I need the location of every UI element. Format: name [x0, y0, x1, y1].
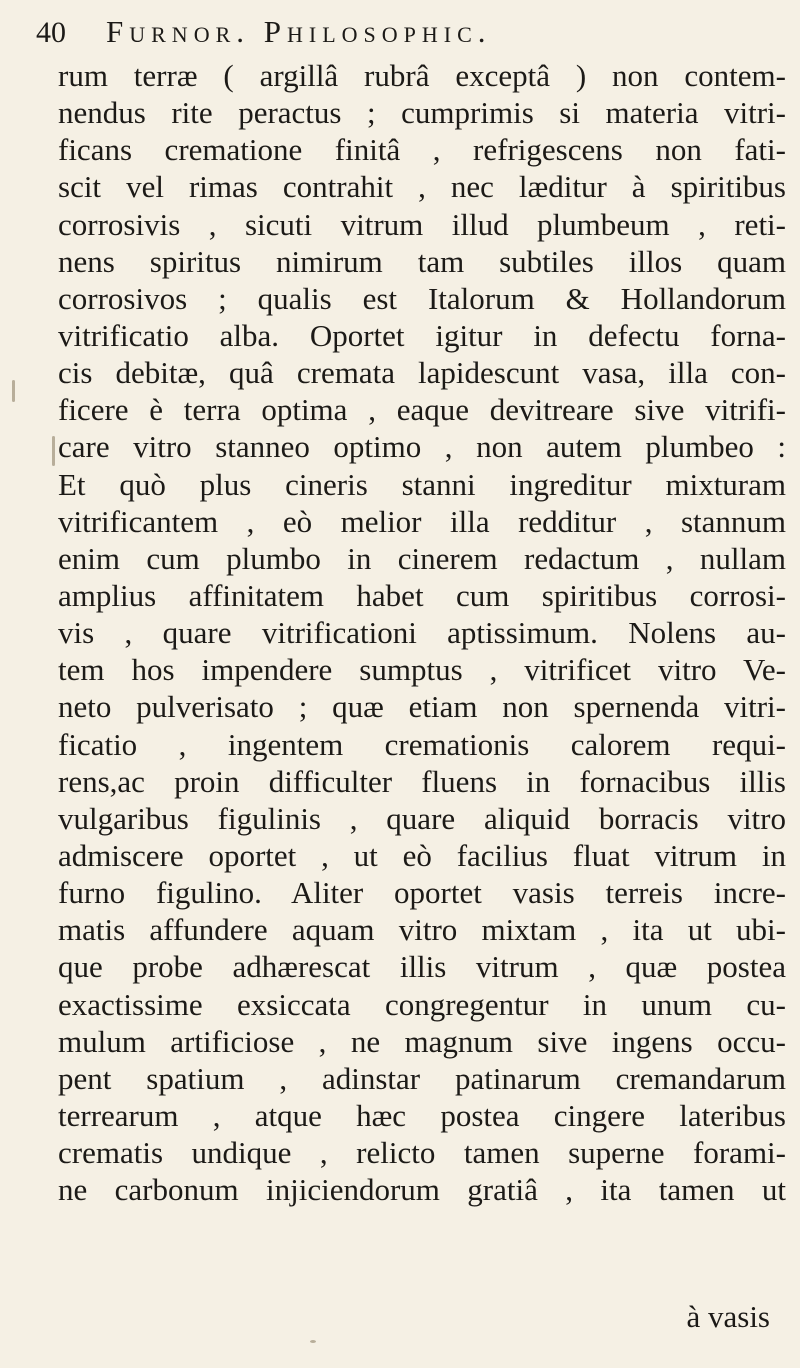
text-line: ne carbonum injiciendorum gratiâ , ita tamen ut [58, 1172, 786, 1208]
text-line: ficans crematione finitâ , refrigescens non fati- [58, 132, 786, 168]
text-line: corrosivos ; qualis est Italorum & Hollandorum [58, 280, 786, 316]
text-line: admiscere oportet , ut eò facilius fluat vitrum in [58, 837, 786, 873]
text-line: rens,ac proin difficulter fluens in fornacibus illis [58, 763, 786, 799]
text-line: scit vel rimas contrahit , nec læditur à spiritibus [58, 169, 786, 205]
text-line: neto pulverisato ; quæ etiam non spernenda vitri- [58, 689, 786, 725]
catchword: à vasis [686, 1299, 770, 1334]
text-line: cis debitæ, quâ cremata lapidescunt vasa, illa con- [58, 355, 786, 391]
text-line: matis affundere aquam vitro mixtam , ita ut ubi- [58, 912, 786, 948]
paper-speck [12, 380, 15, 402]
text-line: furno figulino. Aliter oportet vasis terreis incre- [58, 875, 786, 911]
text-line: crematis undique , relicto tamen superne forami- [58, 1135, 786, 1171]
text-line: corrosivis , sicuti vitrum illud plumbeum , reti- [58, 206, 786, 242]
paper-speck [52, 436, 55, 466]
text-line: tem hos impendere sumptus , vitrificet vitro Ve- [58, 652, 786, 688]
text-line: vulgaribus figulinis , quare aliquid borracis vitro [58, 800, 786, 836]
text-line: vitrificantem , eò melior illa redditur , stannum [58, 503, 786, 539]
text-line: exactissime exsiccata congregentur in unum cu- [58, 986, 786, 1022]
text-line: nendus rite peractus ; cumprimis si materia vitri- [58, 95, 786, 131]
text-line: que probe adhærescat illis vitrum , quæ postea [58, 949, 786, 985]
text-line: vis , quare vitrificationi aptissimum. Nolens au- [58, 615, 786, 651]
text-line: rum terræ ( argillâ rubrâ exceptâ ) non contem- [58, 58, 786, 93]
text-line: mulum artificiose , ne magnum sive ingens occu- [58, 1023, 786, 1059]
text-line: nens spiritus nimirum tam subtiles illos quam [58, 243, 786, 279]
text-line: enim cum plumbo in cinerem redactum , nullam [58, 540, 786, 576]
text-line: ficatio , ingentem cremationis calorem requi- [58, 726, 786, 762]
text-line: pent spatium , adinstar patinarum cremandarum [58, 1060, 786, 1096]
text-line: ficere è terra optima , eaque devitreare sive vitrifi- [58, 392, 786, 428]
text-line: care vitro stanneo optimo , non autem plumbeo : [58, 429, 786, 465]
text-line: amplius affinitatem habet cum spiritibus corrosi- [58, 577, 786, 613]
page-number: 40 [36, 16, 66, 49]
running-head: Furnor. Philosophic. [106, 14, 492, 49]
text-line: Et quò plus cineris stanni ingreditur mixturam [58, 466, 786, 502]
text-line: vitrificatio alba. Oportet igitur in defectu forna- [58, 317, 786, 353]
paper-speck [310, 1340, 316, 1343]
text-line: terrearum , atque hæc postea cingere lateribus [58, 1097, 786, 1133]
body-text [58, 57, 786, 1208]
page-header [36, 14, 776, 54]
